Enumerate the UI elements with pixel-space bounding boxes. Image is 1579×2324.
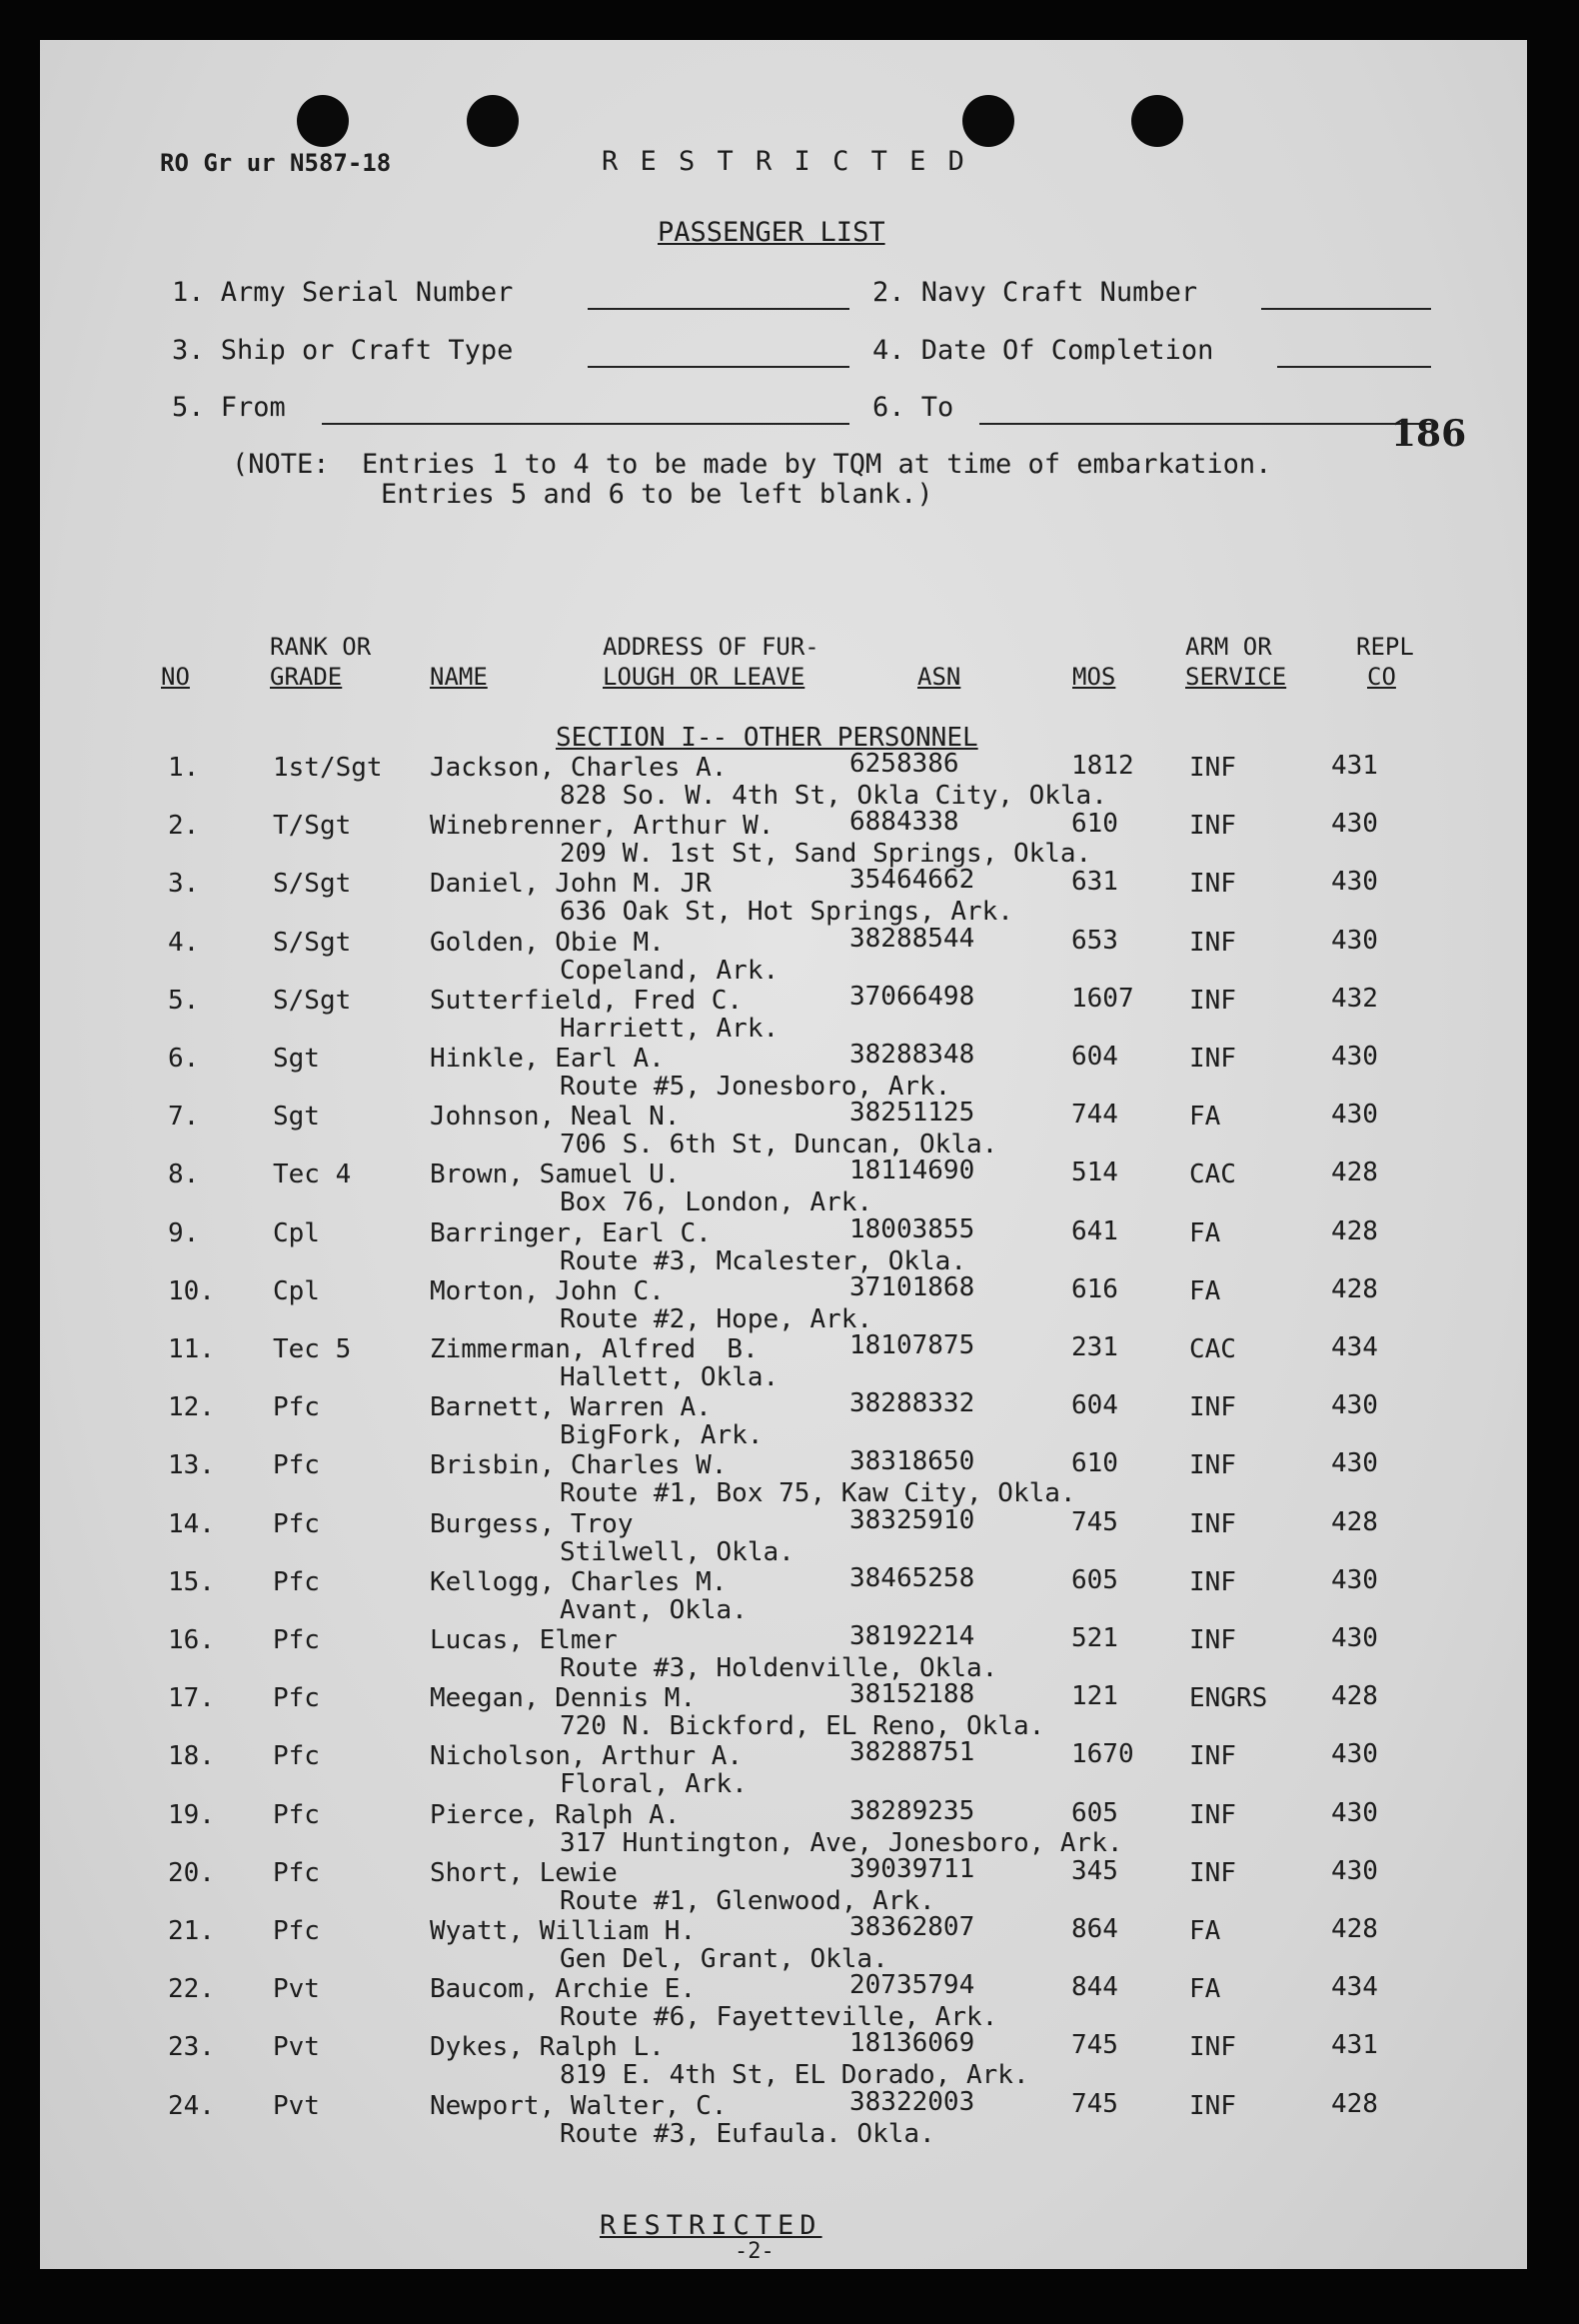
cell-address: 706 S. 6th St, Duncan, Okla. xyxy=(560,1130,998,1161)
cell-address: Avant, Okla. xyxy=(560,1594,748,1625)
cell-no: 9. xyxy=(168,1217,200,1248)
cell-repl: 430 xyxy=(1331,1797,1378,1828)
table-row xyxy=(40,1271,1527,1334)
cell-repl: 430 xyxy=(1331,1390,1378,1421)
cell-name: Golden, Obie M. xyxy=(430,927,665,958)
cell-address: 636 Oak St, Hot Springs, Ark. xyxy=(560,897,1013,928)
cell-address: Route #3, Holdenville, Okla. xyxy=(560,1653,998,1683)
cell-name: Barringer, Earl C. xyxy=(430,1217,712,1248)
cell-no: 22. xyxy=(168,1974,215,2005)
cell-name: Zimmerman, Alfred B. xyxy=(430,1334,759,1364)
field-ship-or-craft-type: 3. Ship or Craft Type xyxy=(172,335,514,366)
cell-asn: 20735794 xyxy=(849,1970,975,2001)
cell-asn: 38318650 xyxy=(849,1446,975,1477)
cell-no: 6. xyxy=(168,1044,200,1074)
cell-rank: Sgt xyxy=(273,1102,320,1133)
cell-no: 2. xyxy=(168,811,200,842)
note-line-2: Entries 5 and 6 to be left blank.) xyxy=(381,479,933,510)
field-army-serial-number: 1. Army Serial Number xyxy=(172,277,514,308)
cell-arm: INF xyxy=(1189,2090,1236,2121)
table-row xyxy=(40,1970,1527,2033)
cell-rank: S/Sgt xyxy=(273,985,352,1016)
cell-rank: Cpl xyxy=(273,1217,320,1248)
cell-name: Barnett, Warren A. xyxy=(430,1392,712,1423)
cell-repl: 430 xyxy=(1331,1100,1378,1131)
cell-mos: 745 xyxy=(1071,2030,1118,2061)
table-row xyxy=(40,2086,1527,2149)
table-row xyxy=(40,1737,1527,1800)
cell-mos: 610 xyxy=(1071,809,1118,840)
table-row xyxy=(40,1040,1527,1102)
cell-mos: 864 xyxy=(1071,1914,1118,1944)
cell-rank: T/Sgt xyxy=(273,811,352,842)
cell-name: Brisbin, Charles W. xyxy=(430,1450,728,1481)
cell-mos: 521 xyxy=(1071,1623,1118,1653)
blank-line xyxy=(1277,366,1431,368)
cell-mos: 744 xyxy=(1071,1100,1118,1131)
cell-repl: 432 xyxy=(1331,983,1378,1014)
cell-repl: 434 xyxy=(1331,1972,1378,2003)
cell-mos: 844 xyxy=(1071,1972,1118,2003)
cell-no: 18. xyxy=(168,1741,215,1772)
punch-hole xyxy=(962,95,1014,147)
cell-asn: 38288751 xyxy=(849,1737,975,1768)
cell-mos: 231 xyxy=(1071,1332,1118,1362)
cell-rank: Pfc xyxy=(273,1508,320,1539)
cell-arm: INF xyxy=(1189,1857,1236,1888)
cell-rank: Pfc xyxy=(273,1625,320,1655)
table-row xyxy=(40,1388,1527,1451)
cell-name: Nicholson, Arthur A. xyxy=(430,1741,744,1772)
cell-repl: 430 xyxy=(1331,809,1378,840)
cell-no: 13. xyxy=(168,1450,215,1481)
cell-rank: Pfc xyxy=(273,1450,320,1481)
cell-address: Box 76, London, Ark. xyxy=(560,1187,873,1218)
cell-asn: 38325910 xyxy=(849,1504,975,1535)
cell-mos: 604 xyxy=(1071,1042,1118,1072)
table-row xyxy=(40,981,1527,1044)
cell-address: Route #1, Box 75, Kaw City, Okla. xyxy=(560,1478,1076,1509)
header-rank: RANK OR xyxy=(270,633,372,661)
document-title: PASSENGER LIST xyxy=(658,217,885,248)
cell-no: 1. xyxy=(168,753,200,783)
table-row xyxy=(40,1621,1527,1683)
cell-repl: 430 xyxy=(1331,925,1378,956)
cell-mos: 745 xyxy=(1071,2088,1118,2119)
cell-address: 819 E. 4th St, EL Dorado, Ark. xyxy=(560,2060,1029,2091)
cell-mos: 605 xyxy=(1071,1797,1118,1828)
cell-name: Daniel, John M. JR xyxy=(430,869,712,900)
table-row xyxy=(40,1156,1527,1218)
document-page xyxy=(40,40,1527,2269)
cell-arm: INF xyxy=(1189,1044,1236,1074)
cell-arm: INF xyxy=(1189,1799,1236,1830)
header-furlough: LOUGH OR LEAVE xyxy=(603,663,805,691)
table-row xyxy=(40,1330,1527,1392)
cell-address: Gen Del, Grant, Okla. xyxy=(560,1944,888,1974)
cell-no: 5. xyxy=(168,985,200,1016)
blank-line xyxy=(979,423,1431,425)
cell-no: 8. xyxy=(168,1160,200,1190)
cell-asn: 6258386 xyxy=(849,749,959,779)
cell-address: Harriett, Ark. xyxy=(560,1013,780,1044)
header-mos: MOS xyxy=(1072,663,1116,691)
cell-mos: 616 xyxy=(1071,1273,1118,1304)
cell-rank: Pfc xyxy=(273,1566,320,1597)
cell-repl: 430 xyxy=(1331,1623,1378,1653)
cell-arm: INF xyxy=(1189,985,1236,1016)
cell-no: 21. xyxy=(168,1916,215,1946)
cell-rank: Cpl xyxy=(273,1275,320,1306)
cell-no: 4. xyxy=(168,927,200,958)
table-row xyxy=(40,1679,1527,1742)
cell-arm: FA xyxy=(1189,1102,1221,1133)
cell-rank: Pfc xyxy=(273,1741,320,1772)
cell-arm: INF xyxy=(1189,753,1236,783)
cell-asn: 38465258 xyxy=(849,1562,975,1593)
field-to: 6. To xyxy=(872,392,954,423)
cell-repl: 430 xyxy=(1331,1564,1378,1595)
cell-asn: 38192214 xyxy=(849,1621,975,1651)
cell-repl: 431 xyxy=(1331,751,1378,781)
cell-address: Route #3, Mcalester, Okla. xyxy=(560,1245,966,1276)
header-co: CO xyxy=(1367,663,1396,691)
cell-name: Dykes, Ralph L. xyxy=(430,2032,665,2063)
punch-hole xyxy=(297,95,349,147)
cell-mos: 610 xyxy=(1071,1448,1118,1479)
cell-repl: 428 xyxy=(1331,1681,1378,1712)
cell-asn: 18003855 xyxy=(849,1213,975,1244)
cell-name: Morton, John C. xyxy=(430,1275,665,1306)
cell-repl: 428 xyxy=(1331,1506,1378,1537)
cell-no: 14. xyxy=(168,1508,215,1539)
cell-repl: 434 xyxy=(1331,1332,1378,1362)
cell-arm: INF xyxy=(1189,1508,1236,1539)
table-row xyxy=(40,1446,1527,1509)
cell-mos: 345 xyxy=(1071,1855,1118,1886)
cell-address: Floral, Ark. xyxy=(560,1769,748,1800)
cell-arm: INF xyxy=(1189,1625,1236,1655)
cell-repl: 428 xyxy=(1331,1914,1378,1944)
blank-line xyxy=(588,366,849,368)
cell-name: Baucom, Archie E. xyxy=(430,1974,697,2005)
cell-rank: Pvt xyxy=(273,2032,320,2063)
cell-repl: 428 xyxy=(1331,1273,1378,1304)
cell-no: 15. xyxy=(168,1566,215,1597)
cell-mos: 631 xyxy=(1071,867,1118,898)
cell-arm: CAC xyxy=(1189,1160,1236,1190)
blank-line xyxy=(322,423,849,425)
cell-mos: 653 xyxy=(1071,925,1118,956)
cell-repl: 428 xyxy=(1331,2088,1378,2119)
cell-rank: Tec 5 xyxy=(273,1334,352,1364)
cell-mos: 121 xyxy=(1071,1681,1118,1712)
cell-repl: 431 xyxy=(1331,2030,1378,2061)
cell-rank: Pvt xyxy=(273,1974,320,2005)
cell-rank: Sgt xyxy=(273,1044,320,1074)
cell-rank: Pfc xyxy=(273,1392,320,1423)
cell-rank: Pfc xyxy=(273,1799,320,1830)
cell-arm: CAC xyxy=(1189,1334,1236,1364)
cell-asn: 38362807 xyxy=(849,1912,975,1942)
table-row xyxy=(40,807,1527,870)
cell-no: 24. xyxy=(168,2090,215,2121)
cell-rank: Pvt xyxy=(273,2090,320,2121)
cell-address: Stilwell, Okla. xyxy=(560,1536,794,1567)
cell-arm: INF xyxy=(1189,1392,1236,1423)
field-navy-craft-number: 2. Navy Craft Number xyxy=(872,277,1198,308)
cell-mos: 1670 xyxy=(1071,1739,1134,1770)
header-arm: ARM OR xyxy=(1185,633,1272,661)
blank-line xyxy=(1261,308,1431,310)
cell-mos: 1607 xyxy=(1071,983,1134,1014)
cell-name: Jackson, Charles A. xyxy=(430,753,728,783)
cell-rank: S/Sgt xyxy=(273,927,352,958)
cell-name: Meegan, Dennis M. xyxy=(430,1683,697,1714)
blank-line xyxy=(588,308,849,310)
cell-no: 16. xyxy=(168,1625,215,1655)
cell-address: Route #3, Eufaula. Okla. xyxy=(560,2118,935,2149)
cell-mos: 604 xyxy=(1071,1390,1118,1421)
cell-asn: 18114690 xyxy=(849,1156,975,1186)
section-title: SECTION I-- OTHER PERSONNEL xyxy=(556,723,978,753)
cell-repl: 430 xyxy=(1331,867,1378,898)
cell-asn: 37101868 xyxy=(849,1271,975,1302)
cell-arm: ENGRS xyxy=(1189,1683,1268,1714)
cell-asn: 6884338 xyxy=(849,807,959,838)
cell-mos: 514 xyxy=(1071,1158,1118,1188)
cell-mos: 605 xyxy=(1071,1564,1118,1595)
header-address: ADDRESS OF FUR- xyxy=(603,633,819,661)
classification-footer: RESTRICTED xyxy=(600,2210,822,2241)
cell-asn: 39039711 xyxy=(849,1853,975,1884)
cell-address: Hallett, Okla. xyxy=(560,1362,780,1392)
cell-address: 317 Huntington, Ave, Jonesboro, Ark. xyxy=(560,1827,1123,1858)
cell-no: 11. xyxy=(168,1334,215,1364)
cell-repl: 430 xyxy=(1331,1448,1378,1479)
cell-asn: 18107875 xyxy=(849,1330,975,1360)
cell-no: 7. xyxy=(168,1102,200,1133)
cell-address: 828 So. W. 4th St, Okla City, Okla. xyxy=(560,781,1107,811)
cell-arm: FA xyxy=(1189,1974,1221,2005)
cell-address: BigFork, Ark. xyxy=(560,1420,764,1451)
cell-no: 10. xyxy=(168,1275,215,1306)
cell-asn: 38251125 xyxy=(849,1098,975,1129)
cell-arm: FA xyxy=(1189,1217,1221,1248)
cell-repl: 428 xyxy=(1331,1215,1378,1246)
cell-rank: Tec 4 xyxy=(273,1160,352,1190)
cell-address: 209 W. 1st St, Sand Springs, Okla. xyxy=(560,839,1092,870)
cell-name: Pierce, Ralph A. xyxy=(430,1799,681,1830)
cell-rank: Pfc xyxy=(273,1916,320,1946)
cell-repl: 430 xyxy=(1331,1739,1378,1770)
cell-address: Copeland, Ark. xyxy=(560,955,780,986)
cell-no: 19. xyxy=(168,1799,215,1830)
cell-rank: 1st/Sgt xyxy=(273,753,383,783)
cell-rank: Pfc xyxy=(273,1857,320,1888)
cell-asn: 38288544 xyxy=(849,923,975,954)
cell-repl: 428 xyxy=(1331,1158,1378,1188)
field-from: 5. From xyxy=(172,392,286,423)
cell-name: Sutterfield, Fred C. xyxy=(430,985,744,1016)
cell-asn: 38152188 xyxy=(849,1679,975,1710)
cell-no: 23. xyxy=(168,2032,215,2063)
cell-name: Hinkle, Earl A. xyxy=(430,1044,665,1074)
table-row xyxy=(40,923,1527,986)
cell-asn: 38288348 xyxy=(849,1040,975,1070)
cell-mos: 745 xyxy=(1071,1506,1118,1537)
cell-arm: INF xyxy=(1189,811,1236,842)
cell-name: Newport, Walter, C. xyxy=(430,2090,728,2121)
table-row xyxy=(40,1098,1527,1161)
cell-name: Johnson, Neal N. xyxy=(430,1102,681,1133)
cell-asn: 38289235 xyxy=(849,1795,975,1826)
cell-repl: 430 xyxy=(1331,1042,1378,1072)
cell-name: Winebrenner, Arthur W. xyxy=(430,811,775,842)
cell-rank: S/Sgt xyxy=(273,869,352,900)
cell-asn: 38288332 xyxy=(849,1388,975,1419)
table-row xyxy=(40,865,1527,928)
table-row xyxy=(40,1562,1527,1625)
punch-hole xyxy=(1131,95,1183,147)
field-date-of-completion: 4. Date Of Completion xyxy=(872,335,1214,366)
cell-no: 3. xyxy=(168,869,200,900)
cell-name: Brown, Samuel U. xyxy=(430,1160,681,1190)
header-service: SERVICE xyxy=(1185,663,1287,691)
cell-name: Lucas, Elmer xyxy=(430,1625,618,1655)
cell-address: 720 N. Bickford, EL Reno, Okla. xyxy=(560,1711,1045,1742)
header-no: NO xyxy=(161,663,190,691)
cell-mos: 1812 xyxy=(1071,751,1134,781)
header-asn: ASN xyxy=(917,663,961,691)
table-row xyxy=(40,1795,1527,1858)
cell-arm: FA xyxy=(1189,1916,1221,1946)
table-row xyxy=(40,1853,1527,1916)
cell-no: 17. xyxy=(168,1683,215,1714)
cell-name: Kellogg, Charles M. xyxy=(430,1566,728,1597)
cell-arm: INF xyxy=(1189,1566,1236,1597)
cell-arm: INF xyxy=(1189,1450,1236,1481)
header-grade: GRADE xyxy=(270,663,343,691)
table-row xyxy=(40,1504,1527,1567)
cell-arm: INF xyxy=(1189,1741,1236,1772)
cell-arm: INF xyxy=(1189,927,1236,958)
cell-mos: 641 xyxy=(1071,1215,1118,1246)
header-repl: REPL xyxy=(1356,633,1414,661)
cell-address: Route #5, Jonesboro, Ark. xyxy=(560,1072,951,1102)
table-row xyxy=(40,749,1527,811)
cell-no: 12. xyxy=(168,1392,215,1423)
page-number: -2- xyxy=(735,2239,775,2264)
table-row xyxy=(40,2028,1527,2091)
punch-hole xyxy=(467,95,519,147)
cell-address: Route #1, Glenwood, Ark. xyxy=(560,1885,935,1916)
cell-asn: 37066498 xyxy=(849,981,975,1012)
group-reference: RO Gr ur N587-18 xyxy=(160,149,392,177)
cell-arm: INF xyxy=(1189,869,1236,900)
cell-asn: 35464662 xyxy=(849,865,975,896)
cell-name: Wyatt, William H. xyxy=(430,1916,697,1946)
header-name: NAME xyxy=(430,663,488,691)
table-row xyxy=(40,1213,1527,1276)
cell-no: 20. xyxy=(168,1857,215,1888)
cell-address: Route #6, Fayetteville, Ark. xyxy=(560,2002,998,2033)
page-stamp: 186 xyxy=(1391,413,1467,455)
cell-arm: INF xyxy=(1189,2032,1236,2063)
cell-address: Route #2, Hope, Ark. xyxy=(560,1303,873,1334)
cell-rank: Pfc xyxy=(273,1683,320,1714)
cell-asn: 38322003 xyxy=(849,2086,975,2117)
cell-name: Burgess, Troy xyxy=(430,1508,634,1539)
classification-header: R E S T R I C T E D xyxy=(602,146,967,177)
cell-arm: FA xyxy=(1189,1275,1221,1306)
cell-asn: 18136069 xyxy=(849,2028,975,2059)
cell-repl: 430 xyxy=(1331,1855,1378,1886)
note-line-1: (NOTE: Entries 1 to 4 to be made by TQM at time of embarkation. xyxy=(232,449,1272,480)
table-row xyxy=(40,1912,1527,1974)
cell-name: Short, Lewie xyxy=(430,1857,618,1888)
